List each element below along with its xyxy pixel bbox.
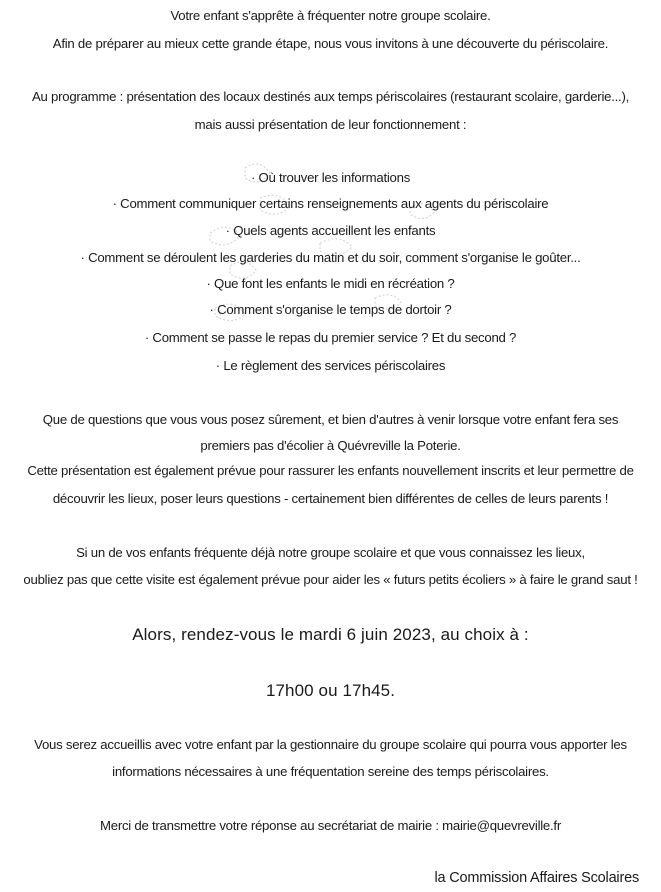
topic-item: · Le règlement des services périscolaires — [215, 358, 446, 373]
questions-line-4: découvrir les lieux, poser leurs questions - certainement bien différentes de celles de leurs parents ! — [52, 491, 609, 506]
topic-item: · Que font les enfants le midi en récréation ? — [206, 276, 455, 291]
signature: la Commission Affaires Scolaires — [434, 870, 639, 886]
intro-line-2: Afin de préparer au mieux cette grande étape, nous vous invitons à une découverte du périscolaire. — [52, 36, 609, 51]
reminder-line-1: Si un de vos enfants fréquente déjà notre groupe scolaire et que vous connaissez les lieux, — [76, 545, 585, 560]
topic-item: · Comment se passe le repas du premier service ? Et du second ? — [144, 330, 517, 345]
topic-item: · Comment communiquer certains renseignements aux agents du périscolaire — [112, 196, 549, 211]
topic-item: · Comment se déroulent les garderies du matin et du soir, comment s'organise le goûter... — [80, 250, 581, 265]
questions-line-1: Que de questions que vous vous posez sûrement, et bien d'autres à venir lorsque votre enfant fera ses — [42, 412, 619, 427]
programme-line-2: mais aussi présentation de leur fonctionnement : — [194, 117, 467, 132]
welcome-line-2: informations nécessaires à une fréquentation sereine des temps périscolaires. — [112, 764, 549, 779]
welcome-line-1: Vous serez accueillis avec votre enfant par la gestionnaire du groupe scolaire qui pourra vous apporter les — [34, 737, 627, 752]
topic-item: · Comment s'organise le temps de dortoir ? — [209, 302, 452, 317]
reminder-line-2: oubliez pas que cette visite est également prévue pour aider les « futurs petits écoliers » à faire le grand saut ! — [23, 572, 638, 587]
rendezvous-heading: Alors, rendez-vous le mardi 6 juin 2023, au choix à : — [132, 625, 529, 644]
topic-item: · Quels agents accueillent les enfants — [225, 223, 436, 238]
questions-line-2: premiers pas d'écolier à Quévreville la Poterie. — [200, 438, 461, 453]
contact-line: Merci de transmettre votre réponse au secrétariat de mairie : mairie@quevreville.fr — [100, 818, 561, 833]
programme-line-1: Au programme : présentation des locaux destinés aux temps périscolaires (restaurant scolaire, garderie...), — [31, 89, 630, 104]
questions-line-3: Cette présentation est également prévue pour rassurer les enfants nouvellement inscrits et leur permettre de — [27, 463, 634, 478]
rendezvous-times: 17h00 ou 17h45. — [265, 681, 396, 700]
intro-line-1: Votre enfant s'apprête à fréquenter notre groupe scolaire. — [170, 8, 491, 23]
topic-item: · Où trouver les informations — [250, 170, 411, 185]
